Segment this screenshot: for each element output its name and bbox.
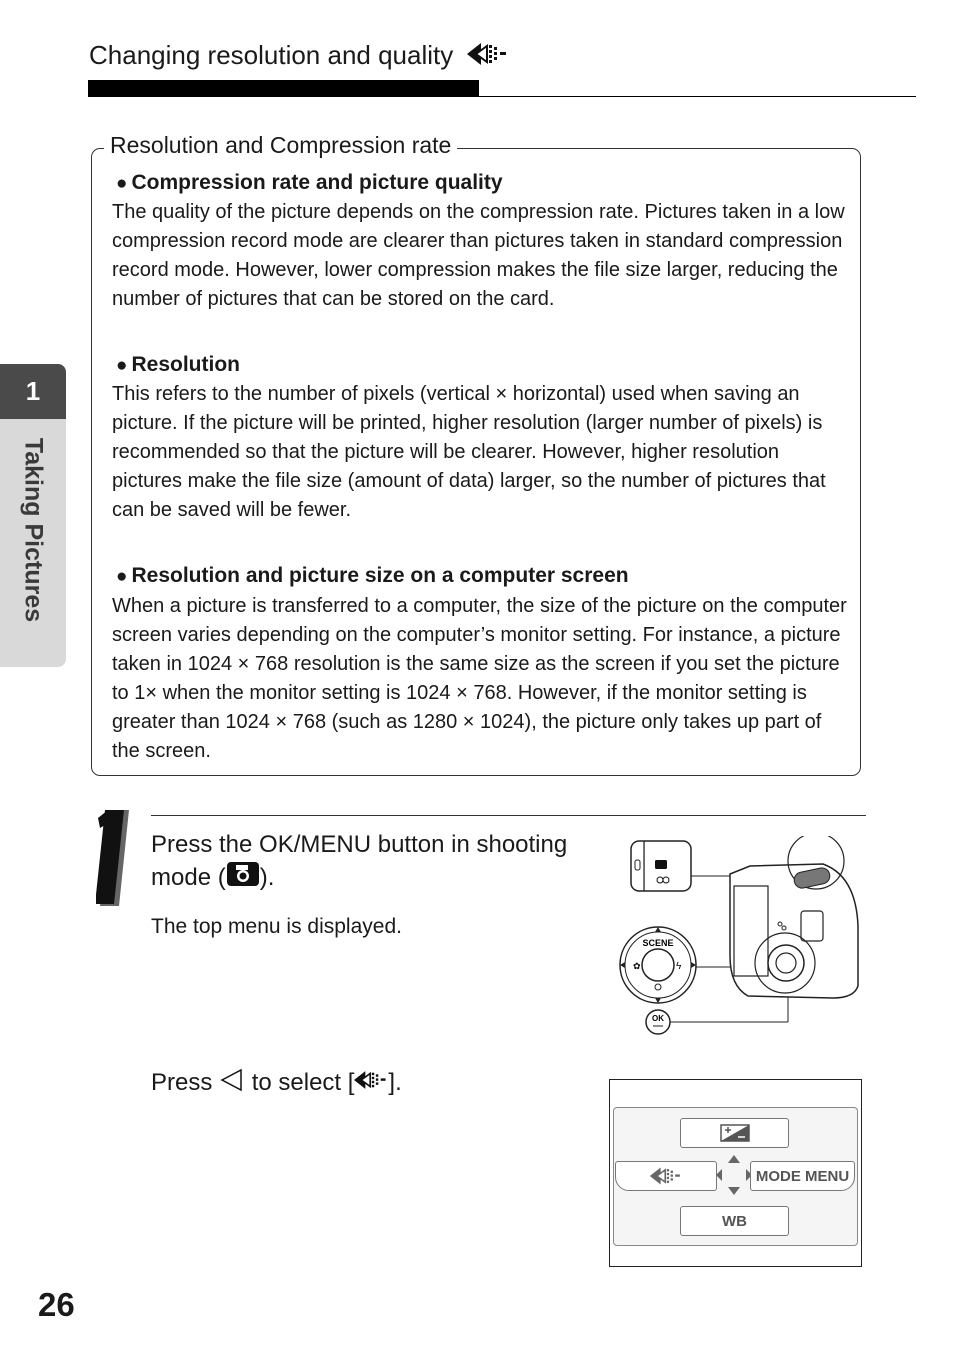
section-heading-text: Resolution xyxy=(131,353,240,376)
section-heading xyxy=(116,353,240,377)
page-number: 26 xyxy=(38,1286,75,1323)
section-body: This refers to the number of pixels (vertical × horizontal) used when saving an picture. If the picture will be printed, higher resolution (larger number of pixels) is recommended so that the picture will be clearer. However, higher resolution pictures make the file size (amount of data) larger, so the number of pictures that can be saved will be fewer. xyxy=(112,383,826,521)
left-arrow-icon xyxy=(219,1068,245,1099)
quality-icon xyxy=(467,41,509,74)
svg-text:ϟ: ϟ xyxy=(676,961,682,972)
dial-label: SCENE xyxy=(642,938,674,948)
step-subtext: The top menu is displayed. xyxy=(151,915,402,938)
exposure-compensation-icon xyxy=(720,1123,750,1143)
camera-icon xyxy=(226,861,260,896)
step2-text: ]. xyxy=(388,1068,402,1096)
section-heading-text: Compression rate and picture quality xyxy=(131,171,503,194)
page-title-text: Changing resolution and quality xyxy=(89,40,454,70)
camera-illustration xyxy=(618,836,868,1046)
step-rule xyxy=(151,815,866,816)
svg-text:✿: ✿ xyxy=(633,961,641,971)
step-number xyxy=(96,808,136,913)
section-body: When a picture is transferred to a computer, the size of the picture on the computer screen varies depending on the computer’s monitor setting. For instance, a picture taken in 1024 × 768 resolution is the same size as the screen if you set the picture to 1× when the monitor setting is 1024 × 768. However, if the monitor setting is greater than 1024 × 768 (such as 1280 × 1024), the picture only takes up part of the screen. xyxy=(112,595,847,762)
chapter-label: Taking Pictures xyxy=(19,437,48,623)
quality-icon xyxy=(354,1069,388,1098)
section-body: The quality of the picture depends on the compression rate. Pictures taken in a low compression record mode are clearer than pictures taken in standard compression record mode. However, lower compression makes the file size larger, reducing the number of pictures that can be stored on the card. xyxy=(112,201,845,310)
info-box-title: Resolution and Compression rate xyxy=(104,132,457,159)
section-heading-text: Resolution and picture size on a computer screen xyxy=(131,564,629,587)
step2-text: Press xyxy=(151,1068,213,1096)
bullet-icon: ● xyxy=(116,173,128,194)
section-heading xyxy=(116,171,503,195)
quality-icon xyxy=(649,1166,683,1186)
ok-label: OK xyxy=(652,1014,664,1023)
step-instruction-text: Press the OK/MENU button in shooting mode ( xyxy=(151,831,568,891)
title-rule xyxy=(479,96,916,97)
page-title xyxy=(89,40,509,74)
title-bar xyxy=(88,80,479,97)
step-instruction-text: ). xyxy=(259,863,275,891)
step-instruction xyxy=(151,829,611,896)
chapter-number: 1 xyxy=(25,376,41,406)
wb-button[interactable]: WB xyxy=(680,1206,789,1236)
step2-text: to select [ xyxy=(251,1068,355,1096)
mode-menu-button[interactable]: MODE MENU xyxy=(750,1161,855,1191)
exposure-button[interactable] xyxy=(680,1118,789,1148)
step2-instruction xyxy=(151,1068,402,1099)
section-heading xyxy=(116,564,629,588)
arrow-pad-icon xyxy=(714,1153,754,1202)
quality-menu-button[interactable] xyxy=(615,1161,717,1191)
bullet-icon: ● xyxy=(116,566,128,587)
bullet-icon: ● xyxy=(116,355,128,376)
